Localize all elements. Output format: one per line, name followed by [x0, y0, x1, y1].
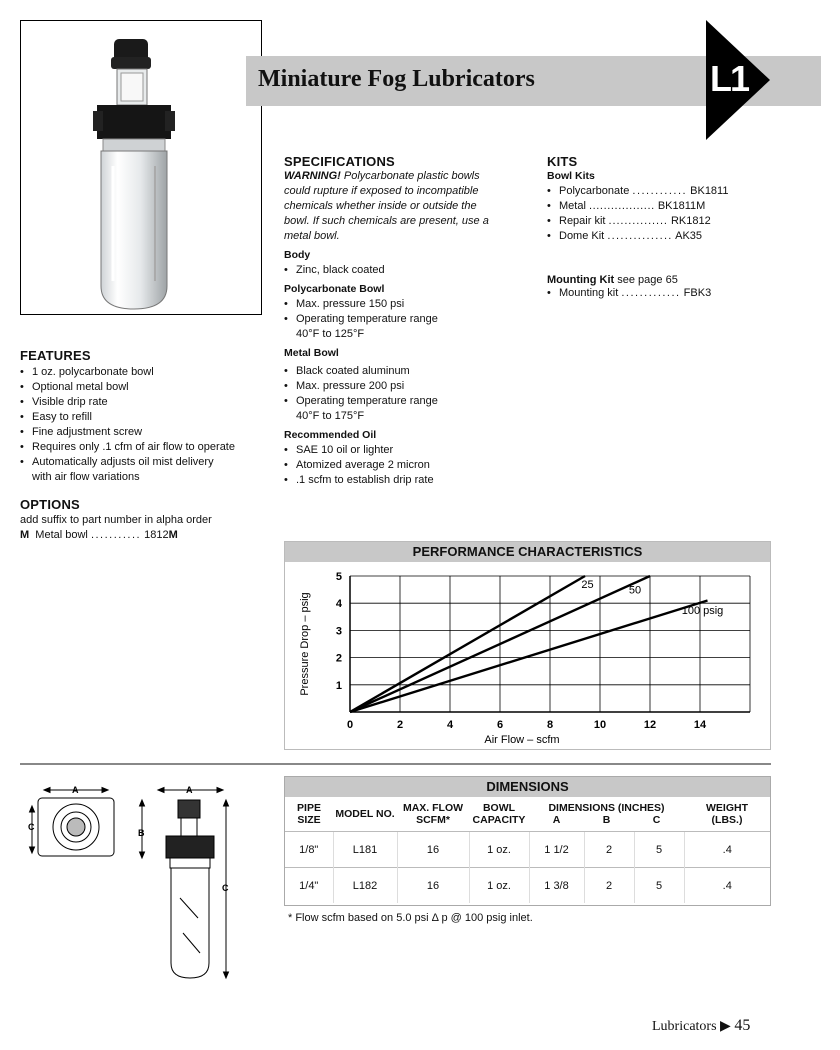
features-section: [20, 348, 260, 485]
section-divider: [20, 763, 771, 765]
warning-text: [284, 169, 499, 244]
side-view: [140, 788, 229, 979]
mounting-kit-heading-row: [547, 274, 777, 286]
kit-name: Mounting kit: [559, 287, 619, 299]
dimensions-table: [285, 797, 770, 903]
options-note: add suffix to part number in alpha order: [20, 514, 212, 526]
warning-label: WARNING!: [284, 170, 341, 182]
feature-text-continued: with air flow variations: [32, 471, 140, 483]
footer-section: Lubricators: [652, 1019, 717, 1034]
bowl-kit-item: [547, 199, 777, 214]
page-title: Miniature Fog Lubricators: [258, 66, 535, 92]
kit-name: Repair kit: [559, 215, 606, 227]
lubricator-image: [21, 21, 261, 314]
header-text: BOWL: [482, 802, 516, 814]
series-line-100-psig: [350, 600, 708, 712]
header-text: PIPE: [297, 802, 321, 814]
cell-bowl: 1 oz.: [469, 868, 529, 904]
header-text: DIMENSIONS (INCHES): [548, 802, 665, 814]
y-tick-label: 4: [335, 598, 342, 611]
kit-part: BK1811M: [657, 200, 706, 212]
kit-name: Metal: [559, 200, 586, 212]
cell-pipe: 1/8": [285, 832, 333, 868]
cell-weight: .4: [684, 832, 770, 868]
header-text: SCFM*: [416, 814, 450, 826]
metal-bowl-list: [284, 364, 506, 424]
oil-item: • Atomized average 2 micron: [284, 458, 506, 473]
page-number: 45: [734, 1017, 751, 1034]
bowl-kit-item: [547, 214, 777, 229]
col-bowl-capacity: [469, 797, 529, 832]
cell-dim-a: 1 1/2: [529, 832, 584, 868]
poly-bowl-heading: Polycarbonate Bowl: [284, 283, 385, 295]
page-footer: [652, 1017, 750, 1035]
features-heading: FEATURES: [20, 348, 91, 363]
option-dots: ...........: [90, 529, 142, 541]
cell-dim-b: 2: [584, 868, 634, 904]
top-view: [30, 788, 115, 857]
header-dim-b: B: [602, 814, 611, 826]
option-label: Metal bowl: [35, 529, 88, 541]
y-axis-label: Pressure Drop – psig: [299, 592, 311, 696]
feature-item: • Fine adjustment screw: [20, 425, 260, 440]
feature-text: Automatically adjusts oil mist delivery: [32, 456, 214, 468]
cell-flow: 16: [397, 868, 469, 904]
dim-label-a-top: A: [72, 785, 79, 795]
cell-flow: 16: [397, 832, 469, 868]
feature-item: • Visible drip rate: [20, 395, 260, 410]
table-row: [285, 832, 770, 868]
x-tick-label: 0: [346, 719, 354, 731]
option-part-prefix: 1812: [144, 529, 169, 541]
body-item: • Zinc, black coated: [284, 263, 506, 278]
series-label: 50: [628, 584, 642, 597]
mounting-list: [547, 286, 777, 301]
oil-heading: Recommended Oil: [284, 429, 377, 441]
col-model: MODEL NO.: [335, 808, 395, 820]
series-label: 100 psig: [681, 605, 724, 618]
footer-arrow-icon: ▶: [720, 1019, 731, 1034]
metal-bowl-item: • Black coated aluminum: [284, 364, 506, 379]
header-text: CAPACITY: [472, 814, 526, 826]
bowl-kits-heading: Bowl Kits: [547, 170, 595, 182]
bowl-kit-item: [547, 229, 777, 244]
dim-label-b-side: B: [138, 828, 145, 838]
x-axis-label: Air Flow – scfm: [484, 734, 560, 746]
header-text: MAX. FLOW: [402, 802, 464, 814]
cell-dim-a: 1 3/8: [529, 868, 584, 904]
metal-bowl-text: Operating temperature range: [296, 395, 438, 407]
x-tick-label: 6: [496, 719, 504, 731]
feature-item: • 1 oz. polycarbonate bowl: [20, 365, 260, 380]
col-dimensions: [529, 797, 684, 832]
oil-item: • .1 scfm to establish drip rate: [284, 473, 506, 488]
bowl-kit-item: [547, 184, 777, 199]
x-tick-label: 12: [643, 719, 657, 731]
cell-dim-c: 5: [634, 832, 684, 868]
feature-item: [20, 455, 260, 485]
dimensions-title: DIMENSIONS: [285, 777, 770, 797]
kit-dots: ...............: [607, 230, 673, 242]
cell-pipe: 1/4": [285, 868, 333, 904]
kits-heading: KITS: [547, 154, 578, 169]
poly-bowl-item: • Max. pressure 150 psi: [284, 297, 506, 312]
kit-name: Polycarbonate: [559, 185, 630, 197]
product-photo: [20, 20, 262, 315]
cell-dim-b: 2: [584, 832, 634, 868]
x-tick-label: 2: [396, 719, 404, 731]
dim-label-c-side: C: [222, 883, 229, 893]
options-section: [20, 497, 260, 543]
mounting-item: [547, 286, 777, 301]
metal-bowl-temp: 40°F to 175°F: [296, 410, 365, 422]
x-tick-label: 14: [693, 719, 707, 731]
section-tab-code: L1: [710, 58, 749, 99]
header-text: SIZE: [297, 814, 321, 826]
dimension-drawing: [18, 778, 268, 990]
bowl-kits-list: [547, 184, 777, 244]
poly-bowl-text: Operating temperature range: [296, 313, 438, 325]
metal-bowl-heading: Metal Bowl: [284, 347, 339, 359]
kit-dots: .............: [621, 287, 681, 299]
poly-bowl-temp: 40°F to 125°F: [296, 328, 365, 340]
kit-part: FBK3: [683, 287, 712, 299]
mounting-ref: see page 65: [617, 274, 678, 286]
col-max-flow: [397, 797, 469, 832]
series-label: 25: [581, 579, 594, 592]
option-row: [20, 528, 260, 543]
y-tick-label: 5: [335, 571, 342, 583]
dim-label-c-top: C: [28, 822, 35, 832]
table-header-row: [285, 797, 770, 832]
specifications-section: [284, 154, 506, 488]
cell-weight: .4: [684, 868, 770, 904]
oil-list: [284, 443, 506, 488]
feature-item: • Optional metal bowl: [20, 380, 260, 395]
kits-section: [547, 154, 777, 301]
y-tick-label: 3: [335, 625, 342, 638]
kit-dots: ...............: [608, 215, 668, 227]
options-heading: OPTIONS: [20, 497, 80, 512]
option-part-suffix: M: [168, 529, 178, 541]
chart-title: PERFORMANCE CHARACTERISTICS: [285, 542, 770, 562]
cell-model: L181: [333, 832, 397, 868]
cell-dim-c: 5: [634, 868, 684, 904]
feature-item: • Easy to refill: [20, 410, 260, 425]
feature-item: • Requires only .1 cfm of air flow to operate: [20, 440, 260, 455]
oil-item: • SAE 10 oil or lighter: [284, 443, 506, 458]
kit-part: BK1811: [690, 185, 729, 197]
kit-part: RK1812: [670, 215, 711, 227]
col-pipe-size: [285, 797, 333, 832]
kit-name: Dome Kit: [559, 230, 605, 242]
kit-part: AK35: [675, 230, 703, 242]
mounting-heading: Mounting Kit: [547, 274, 615, 286]
y-tick-label: 1: [335, 679, 342, 692]
performance-chart: [284, 562, 771, 750]
table-row: [285, 868, 770, 904]
cell-model: L182: [333, 868, 397, 904]
cell-bowl: 1 oz.: [469, 832, 529, 868]
header-dim-a: A: [552, 814, 561, 826]
header-dim-c: C: [652, 814, 661, 826]
body-list: [284, 263, 506, 278]
y-tick-label: 2: [335, 652, 342, 665]
kit-dots: ..................: [588, 200, 655, 212]
poly-bowl-item: [284, 312, 506, 342]
col-weight: [684, 797, 770, 832]
x-tick-label: 8: [546, 719, 554, 731]
dim-label-a-side: A: [186, 785, 193, 795]
dimensions-footnote: * Flow scfm based on 5.0 psi Δ p @ 100 psig inlet.: [288, 912, 533, 924]
metal-bowl-item: • Max. pressure 200 psi: [284, 379, 506, 394]
body-heading: Body: [284, 249, 311, 261]
poly-bowl-list: [284, 297, 506, 342]
x-tick-label: 4: [446, 719, 454, 731]
kit-dots: ............: [632, 185, 688, 197]
warning-body: Polycarbonate plastic bowls could rupture if exposed to incompatible chemicals whether inside or outside the bowl. If such chemicals are present, use a metal bowl.: [284, 170, 489, 242]
option-code: M: [20, 529, 30, 541]
specs-heading: SPECIFICATIONS: [284, 154, 395, 169]
metal-bowl-item: [284, 394, 506, 424]
header-text: (LBS.): [711, 814, 743, 826]
header-text: WEIGHT: [706, 802, 748, 814]
features-list: [20, 365, 260, 485]
x-tick-label: 10: [593, 719, 607, 731]
